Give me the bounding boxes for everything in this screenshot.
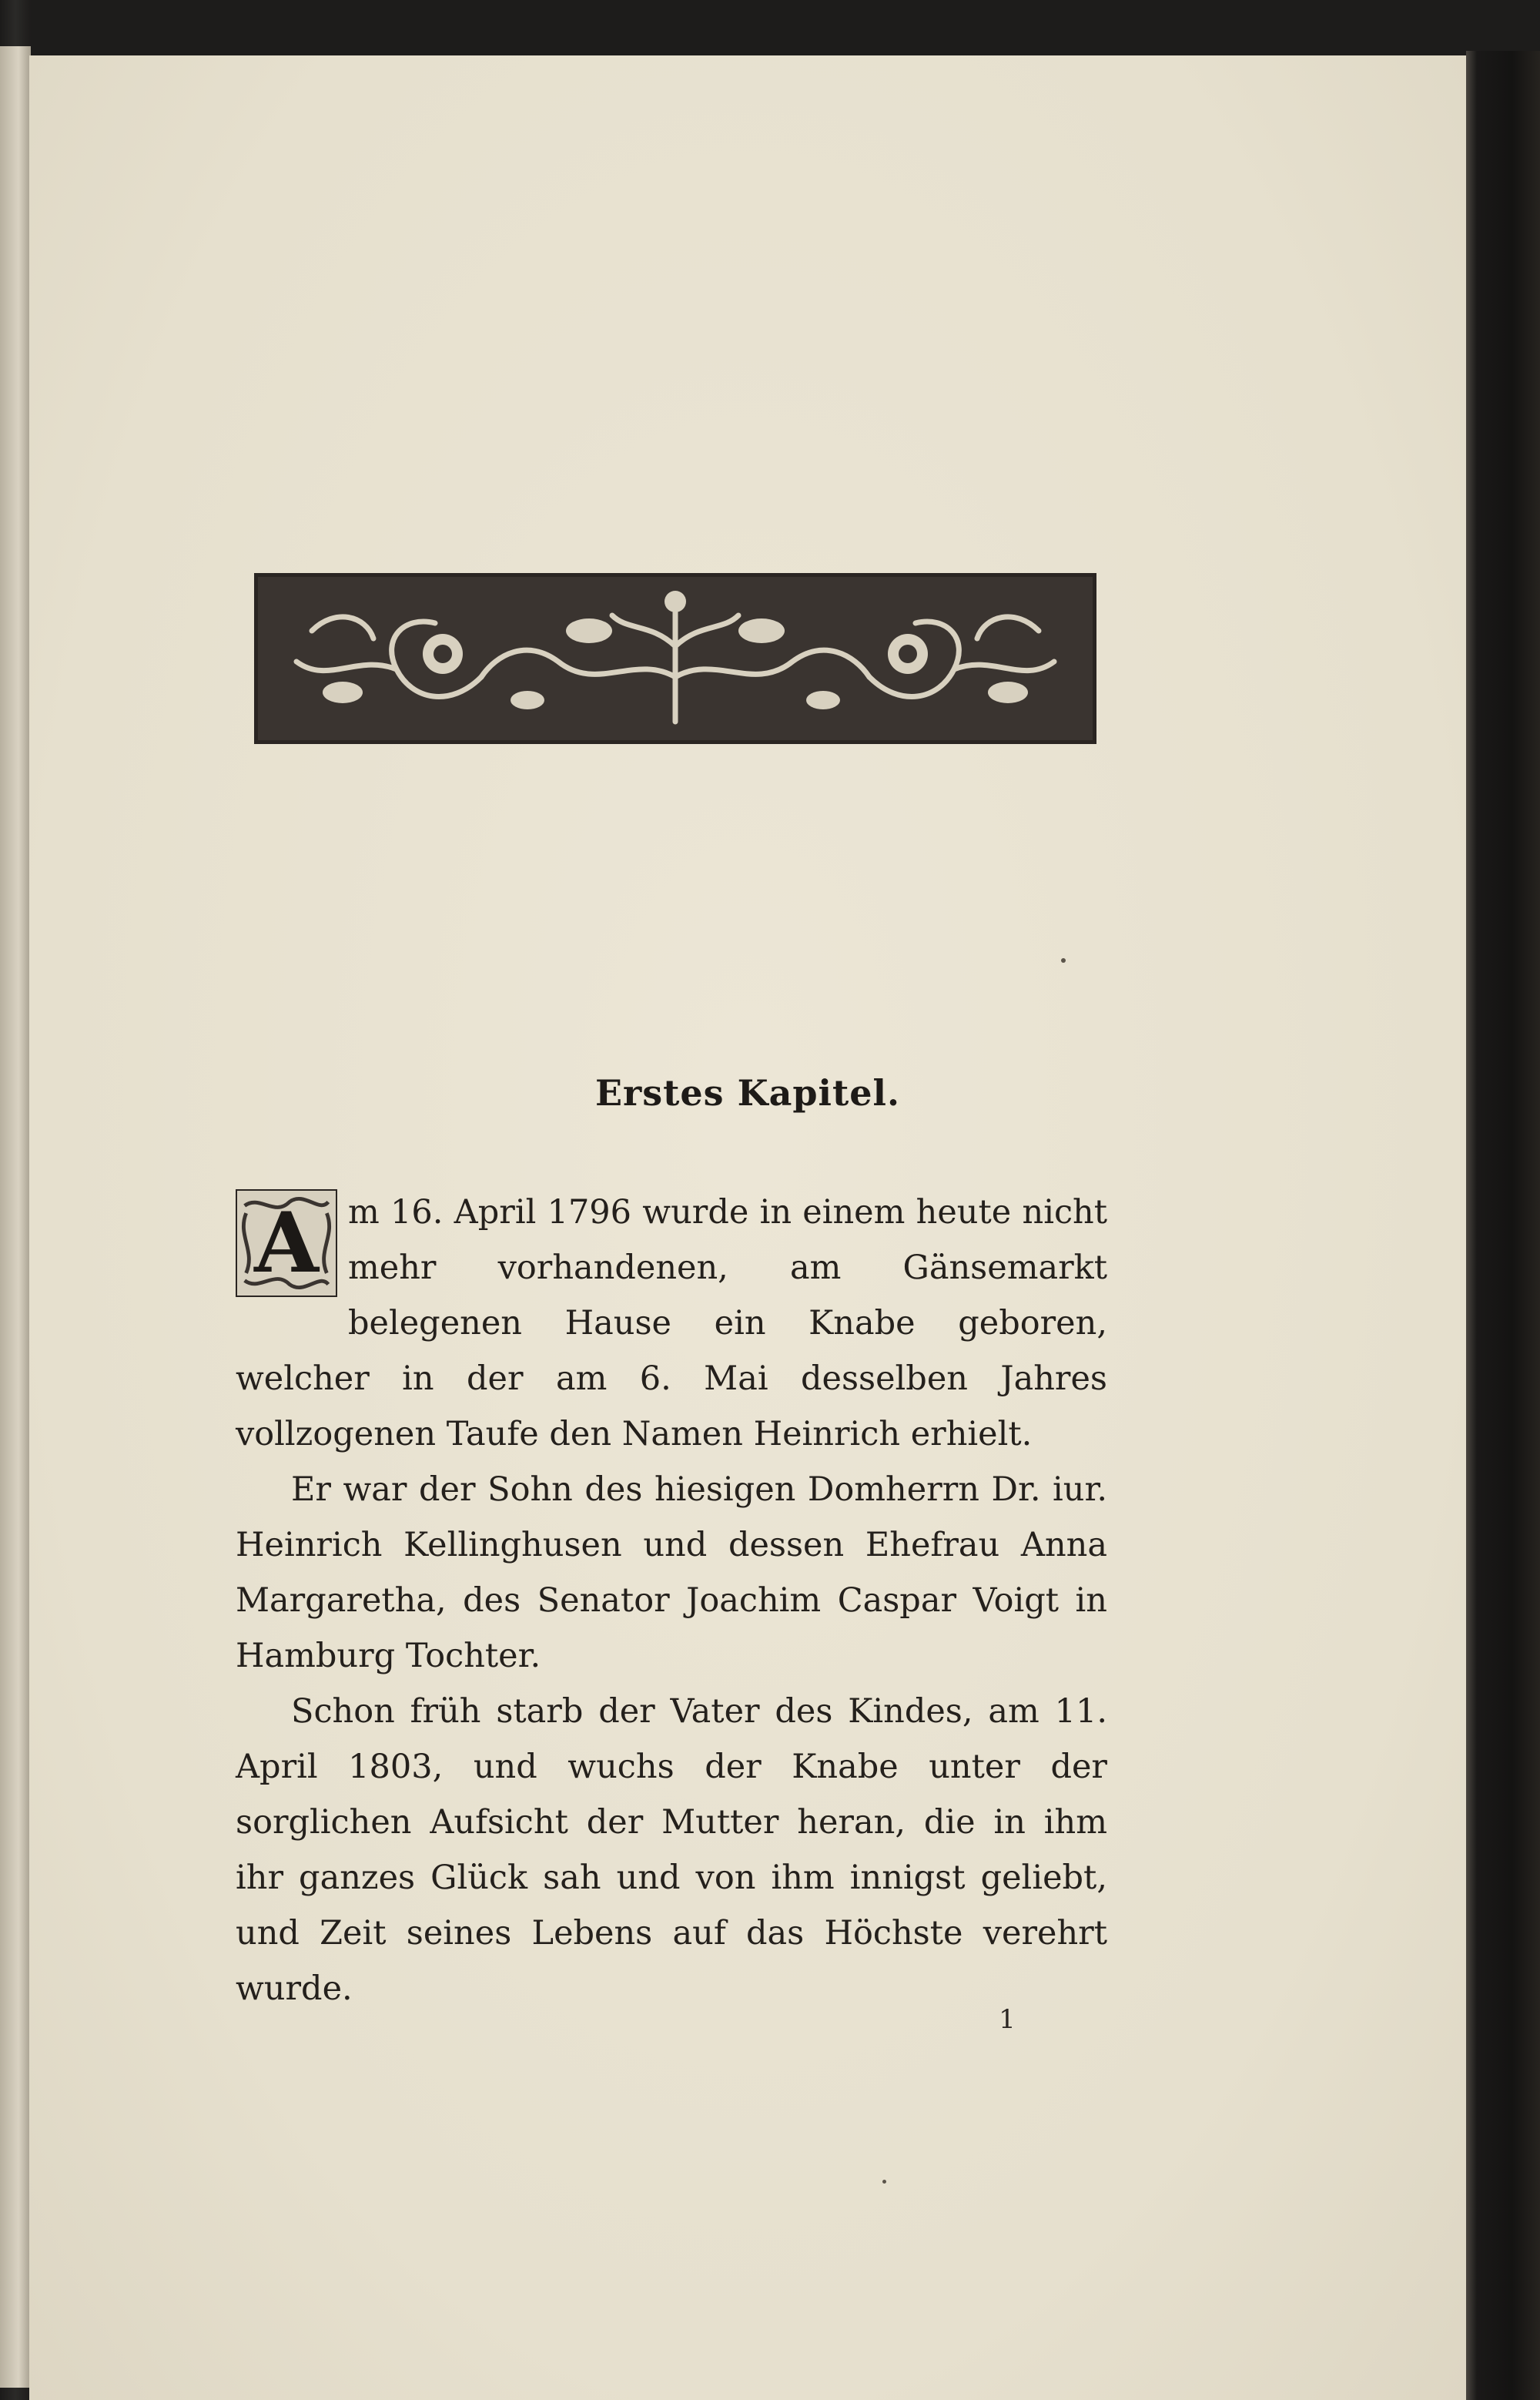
facing-page-edge (0, 46, 31, 2388)
paragraph (236, 1185, 1107, 1462)
chapter-title: Erstes Kapitel. (594, 1072, 901, 1114)
book-cover-edge (1466, 51, 1540, 2400)
paper-speck (882, 2180, 886, 2184)
floral-ornament-icon (254, 573, 1096, 744)
paragraph: Er war der Sohn des hiesigen Domherrn Dr. iur. Heinrich Kellinghusen und dessen Ehefrau Anna Margaretha, des Senator Joachim Caspar Voigt in Hamburg Tochter. (236, 1470, 1107, 1675)
paragraph-text: m 16. April 1796 wurde in einem heute nicht mehr vorhandenen, am Gänsemarkt belegenen Hause ein Knabe geboren, welcher in der am 6. Mai desselben Jahres vollzogenen Taufe den Namen Heinrich erhielt. (236, 1193, 1107, 1453)
page-number: 1 (999, 2004, 1016, 2035)
paper-speck (1061, 958, 1066, 963)
dropcap-letter: A (254, 1195, 319, 1292)
body-text (236, 1185, 1107, 2016)
paragraph: Schon früh starb der Vater des Kindes, am 11. April 1803, und wuchs der Knabe unter der sorglichen Aufsicht der Mutter heran, die in ihm ihr ganzes Glück sah und von ihm innigst geliebt, und Zeit seines Lebens auf das Höchste verehrt wurde. (236, 1692, 1107, 2008)
ornamental-initial-icon (236, 1189, 337, 1297)
book-page (29, 55, 1466, 2400)
